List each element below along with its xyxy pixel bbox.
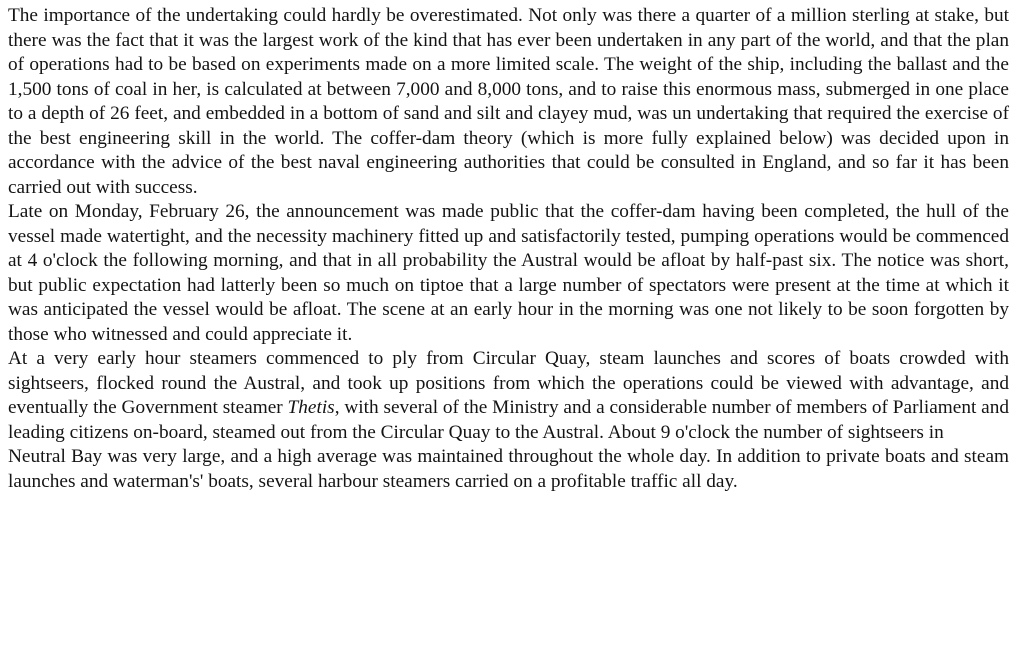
paragraph-steamers-text-start: At a very early hour steamers commenced to ply from Circular Quay, steam launches and scores of boats crowded with sightseers, flocked round the Austral, and took up positions from which the operations could be viewed with advantage, and eventually the Government steamer — [8, 348, 1009, 418]
paragraph-importance: The importance of the undertaking could hardly be overestimated. Not only was there a quarter of a million sterling at stake, but there was the fact that it was the largest work of the kind that has ever been undertaken in any part of the world, and that the plan of operations had to be based on experiments made on a more limited scale. The weight of the ship, including the ballast and the 1,500 tons of coal in her, is calculated at between 7,000 and 8,000 tons, and to raise this enormous mass, submerged in one place to a depth of 26 feet, and embedded in a bottom of sand and silt and clayey mud, was un undertaking that required the exercise of the best engineering skill in the world. The coffer-dam theory (which is more fully explained below) was decided upon in accordance with the advice of the best naval engineering authorities that could be consulted in England, and so far it has been carried out with success. — [8, 5, 1009, 198]
paragraph-steamers-text-end: , with several of the Ministry and a considerable number of members of Parliament and leading citizens on-board, steamed out from the Circular Quay to the Austral. About 9 o'clock the number of sightseers in — [8, 397, 1010, 443]
ship-name-thetis: Thetis — [287, 397, 335, 418]
paragraph-announcement: Late on Monday, February 26, the announcement was made public that the coffer-dam having been completed, the hull of the vessel made watertight, and the necessity machinery fitted up and satisfactorily tested, pumping operations would be commenced at 4 o'clock the following morning, and that in all probability the Austral would be afloat by half-past six. The notice was short, but public expectation had latterly been so much on tiptoe that a large number of spectators were present at the time at which it was anticipated the vessel would be afloat. The scene at an early hour in the morning was one not likely to be soon forgotten by those who witnessed and could appreciate it. — [8, 201, 1009, 345]
paragraph-neutral-bay: Neutral Bay was very large, and a high average was maintained throughout the whole day. In addition to private boats and steam launches and waterman's' boats, several harbour steamers carried on a profitable traffic all day. — [8, 446, 1009, 492]
paragraph-steamers — [8, 347, 1009, 445]
